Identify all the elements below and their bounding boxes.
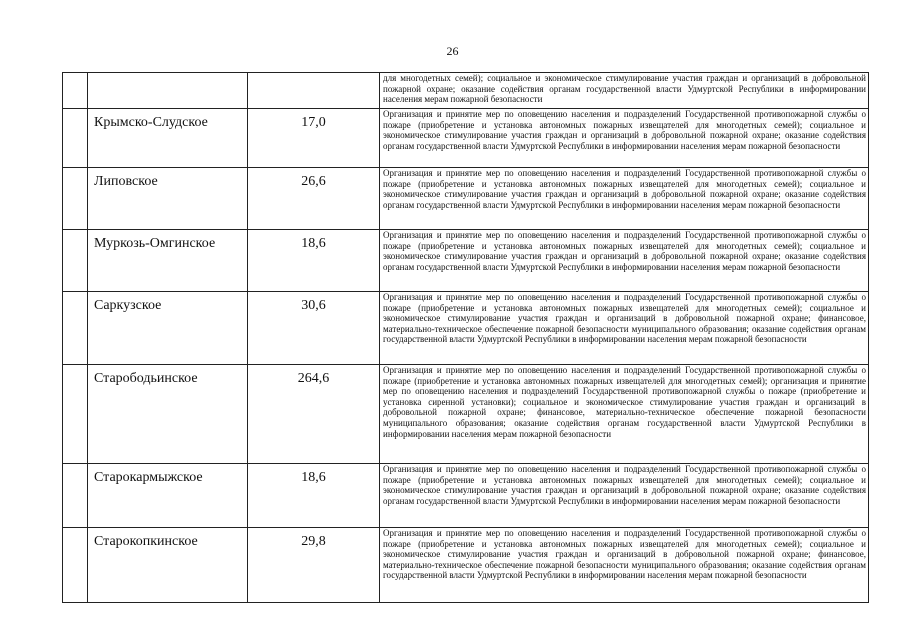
amount-value: 29,8	[248, 528, 380, 603]
page-number: 26	[446, 44, 459, 58]
municipality-measures-table	[62, 72, 869, 603]
settlement-name: Старокармыжское	[88, 464, 248, 528]
row-number-cell	[63, 464, 88, 528]
table-row	[63, 292, 869, 365]
settlement-name: Крымско-Слудское	[88, 109, 248, 168]
measures-description: для многодетных семей); социальное и экономическое стимулирование участия граждан и организаций в добровольной пожарной охране; оказание содействия органам государственной власти Удмуртской Республики в информировании населения мерам пожарной безопасности	[380, 73, 869, 109]
row-number-cell	[63, 528, 88, 603]
amount-value: 30,6	[248, 292, 380, 365]
table-row	[63, 109, 869, 168]
row-number-cell	[63, 230, 88, 292]
row-number-cell	[63, 109, 88, 168]
settlement-name: Старокопкинское	[88, 528, 248, 603]
table-row	[63, 73, 869, 109]
settlement-name	[88, 73, 248, 109]
amount-value: 18,6	[248, 230, 380, 292]
amount-value: 26,6	[248, 168, 380, 230]
settlement-name: Саркузское	[88, 292, 248, 365]
measures-description: Организация и принятие мер по оповещению населения и подразделений Государственной противопожарной службы о пожаре (приобретение и установка автономных пожарных извещателей для многодетных семей); социальное и экономическое стимулирование участия граждан и организаций в добровольной пожарной охране; оказание содействия органам государственной власти Удмуртской Республики в информировании населения мерам пожарной безопасности	[380, 464, 869, 528]
row-number-cell	[63, 73, 88, 109]
table-row	[63, 365, 869, 464]
table-row	[63, 230, 869, 292]
row-number-cell	[63, 365, 88, 464]
row-number-cell	[63, 292, 88, 365]
measures-description: Организация и принятие мер по оповещению населения и подразделений Государственной противопожарной службы о пожаре (приобретение и установка автономных пожарных извещателей для многодетных семей); организация и принятие мер по оповещению населения и подразделений Государственной противопожарной службы о пожаре (приобретение и установка сиренной установки); социальное и экономическое стимулирование участия граждан и организаций в добровольной пожарной охране; финансовое, материально-техническое обеспечение пожарной безопасности муниципального образования; оказание содействия органам государственной власти Удмуртской Республики в информировании населения мерам пожарной безопасности	[380, 365, 869, 464]
measures-description: Организация и принятие мер по оповещению населения и подразделений Государственной противопожарной службы о пожаре (приобретение и установка автономных пожарных извещателей для многодетных семей); социальное и экономическое стимулирование участия граждан и организаций в добровольной пожарной охране; оказание содействия органам государственной власти Удмуртской Республики в информировании населения мерам пожарной безопасности	[380, 230, 869, 292]
amount-value: 18,6	[248, 464, 380, 528]
amount-value	[248, 73, 380, 109]
amount-value: 17,0	[248, 109, 380, 168]
measures-description: Организация и принятие мер по оповещению населения и подразделений Государственной противопожарной службы о пожаре (приобретение и установка автономных пожарных извещателей для многодетных семей); социальное и экономическое стимулирование участия граждан и организаций в добровольной пожарной охране; финансовое, материально-техническое обеспечение пожарной безопасности муниципального образования; оказание содействия органам государственной власти Удмуртской Республики в информировании населения мерам пожарной безопасности	[380, 292, 869, 365]
measures-description: Организация и принятие мер по оповещению населения и подразделений Государственной противопожарной службы о пожаре (приобретение и установка автономных пожарных извещателей для многодетных семей); социальное и экономическое стимулирование участия граждан и организаций в добровольной пожарной охране; оказание содействия органам государственной власти Удмуртской Республики в информировании населения мерам пожарной безопасности	[380, 109, 869, 168]
settlement-name: Муркозь-Омгинское	[88, 230, 248, 292]
settlement-name: Липовское	[88, 168, 248, 230]
measures-description: Организация и принятие мер по оповещению населения и подразделений Государственной противопожарной службы о пожаре (приобретение и установка автономных пожарных извещателей для многодетных семей); социальное и экономическое стимулирование участия граждан и организаций в добровольной пожарной охране; финансовое, материально-техническое обеспечение пожарной безопасности муниципального образования; оказание содействия органам государственной власти Удмуртской Республики в информировании населения мерам пожарной безопасности	[380, 528, 869, 603]
amount-value: 264,6	[248, 365, 380, 464]
table-row	[63, 168, 869, 230]
table-row	[63, 528, 869, 603]
measures-description: Организация и принятие мер по оповещению населения и подразделений Государственной противопожарной службы о пожаре (приобретение и установка автономных пожарных извещателей для многодетных семей); социальное и экономическое стимулирование участия граждан и организаций в добровольной пожарной охране; оказание содействия органам государственной власти Удмуртской Республики в информировании населения мерам пожарной безопасности	[380, 168, 869, 230]
table-row	[63, 464, 869, 528]
settlement-name: Старободьинское	[88, 365, 248, 464]
row-number-cell	[63, 168, 88, 230]
